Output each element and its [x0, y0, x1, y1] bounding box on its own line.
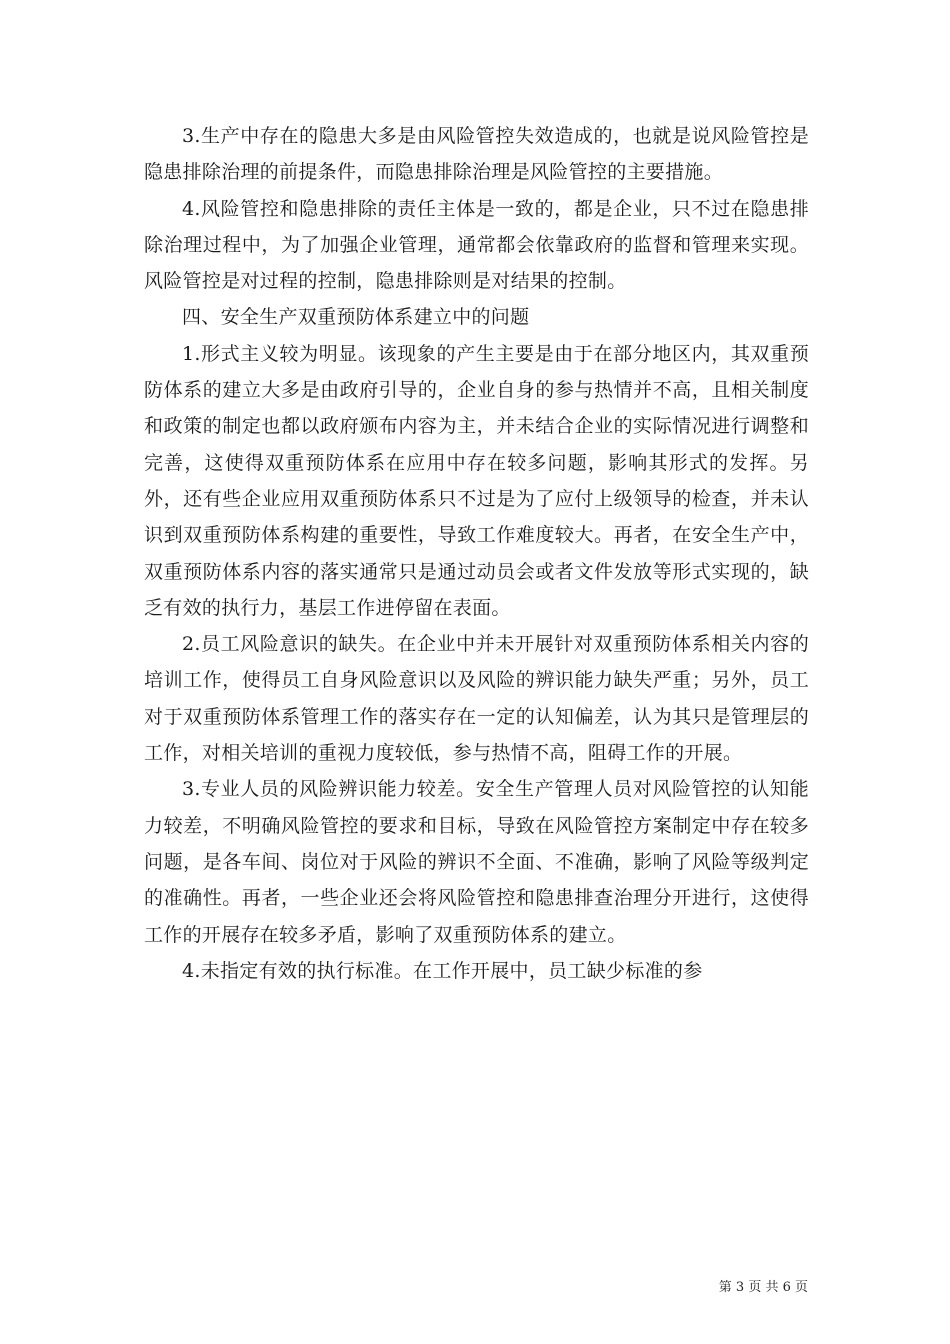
page-number-footer: 第 3 页 共 6 页 — [718, 1280, 808, 1295]
paragraph-risk-control-relation: 3.生产中存在的隐患大多是由风险管控失效造成的，也就是说风险管控是隐患排除治理的前提条件，而隐患排除治理是风险管控的主要措施。 — [144, 125, 809, 184]
paragraph-execution-standard: 4.未指定有效的执行标准。在工作开展中，员工缺少标准的参 — [182, 959, 703, 982]
paragraph-responsibility-subject: 4.风险管控和隐患排除的责任主体是一致的，都是企业，只不过在隐患排除治理过程中，为了加强企业管理，通常都会依靠政府的监督和管理来实现。风险管控是对过程的控制，隐患排除则是对结果的控制。 — [144, 197, 809, 293]
paragraph-formalism: 1.形式主义较为明显。该现象的产生主要是由于在部分地区内，其双重预防体系的建立大多是由政府引导的，企业自身的参与热情并不高，且相关制度和政策的制定也都以政府颁布内容为主，并未结合企业的实际情况进行调整和完善，这使得双重预防体系在应用中存在较多问题，影响其形式的发挥。另外，还有些企业应用双重预防体系只不过是为了应付上级领导的检查，并未认识到双重预防体系构建的重要性，导致工作难度较大。再者，在安全生产中，双重预防体系内容的落实通常只是通过动员会或者文件发放等形式实现的，缺乏有效的执行力，基层工作进停留在表面。 — [144, 342, 809, 619]
paragraph-professional-risk-identification: 3.专业人员的风险辨识能力较差。安全生产管理人员对风险管控的认知能力较差，不明确风险管控的要求和目标，导致在风险管控方案制定中存在较多问题，是各车间、岗位对于风险的辨识不全面、不准确，影响了风险等级判定的准确性。再者，一些企业还会将风险管控和隐患排查治理分开进行，这使得工作的开展存在较多矛盾，影响了双重预防体系的建立。 — [144, 778, 809, 946]
document-body — [144, 118, 809, 989]
paragraph-employee-risk-awareness: 2.员工风险意识的缺失。在企业中并未开展针对双重预防体系相关内容的培训工作，使得员工自身风险意识以及风险的辨识能力缺失严重；另外，员工对于双重预防体系管理工作的落实存在一定的认知偏差，认为其只是管理层的工作，对相关培训的重视力度较低，参与热情不高，阻碍工作的开展。 — [144, 633, 809, 765]
section-heading-problems: 四、安全生产双重预防体系建立中的问题 — [182, 306, 530, 329]
